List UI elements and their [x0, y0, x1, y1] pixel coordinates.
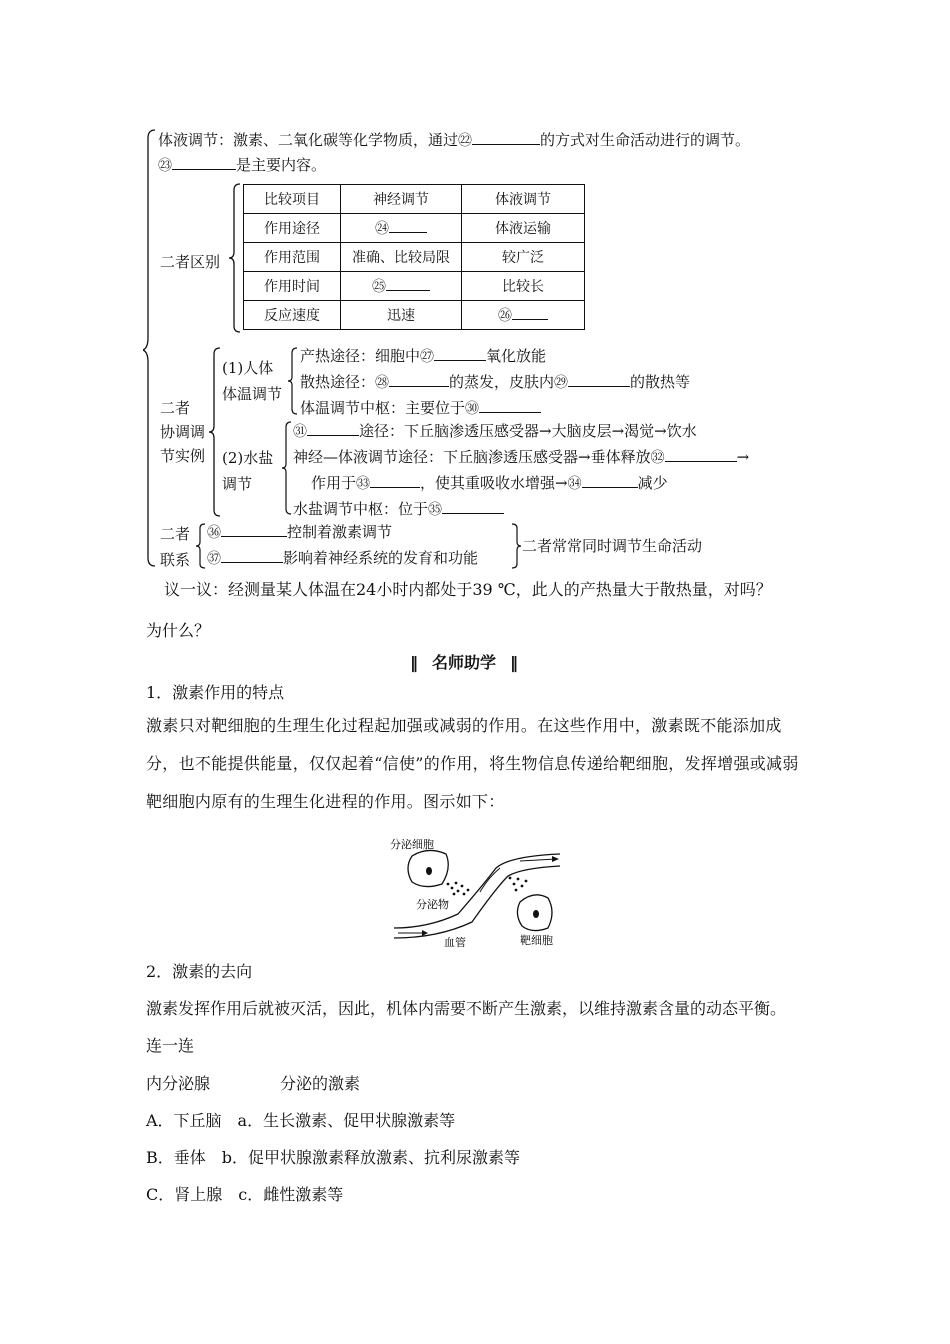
- fill-blank[interactable]: [582, 473, 638, 488]
- match-item: B．垂体 b．促甲状腺激素释放激素、抗利尿激素等: [146, 1148, 521, 1167]
- difference-label: 二者区别: [160, 253, 221, 271]
- table-cell: 较广泛: [462, 243, 585, 272]
- temp-text: 氧化放能: [486, 347, 547, 365]
- blank-number: ㉚: [465, 401, 480, 417]
- fill-blank[interactable]: [386, 276, 430, 291]
- secretion-label: 分泌物: [416, 898, 449, 911]
- link-label: [160, 521, 190, 573]
- temp-line3: [300, 397, 541, 418]
- table-row: [244, 185, 585, 214]
- difference-brace: [228, 182, 242, 334]
- discussion-line1: 议一议：经测量某人体温在24小时内都处于39 ℃，此人的产热量大于散热量，对吗？: [164, 580, 772, 599]
- humoral-line2: [158, 154, 326, 175]
- link-brace-right: [510, 522, 522, 570]
- link-label-line: 联系: [160, 551, 191, 569]
- table-cell: 迅速: [341, 301, 462, 330]
- coordination-label: [160, 396, 205, 468]
- blank-number: ㉖: [498, 308, 512, 324]
- blank-number: ㉘: [375, 375, 390, 391]
- salt-label: [222, 445, 273, 497]
- table-cell: 准确、比较局限: [341, 243, 462, 272]
- coordination-brace: [208, 346, 222, 518]
- comparison-table: [243, 184, 585, 330]
- table-row: [244, 214, 585, 243]
- fill-blank[interactable]: [370, 473, 420, 488]
- blank-number: ㉛: [293, 424, 307, 440]
- salt-text: 作用于: [311, 474, 357, 492]
- table-cell: 作用时间: [244, 272, 341, 301]
- point1-body: 激素只对靶细胞的生理生化过程起加强或减弱的作用。在这些作用中，激素既不能添加成分，也不能提供能量，仅仅起着“信使”的作用，将生物信息传递给靶细胞，发挥增强或减弱靶细胞内原有的生理生化进程的作用。图示如下：: [146, 716, 799, 811]
- match-col1: 内分泌腺: [146, 1074, 211, 1093]
- section-header-text: 名师助学: [432, 653, 497, 672]
- blank-number: ㊲: [207, 551, 221, 567]
- table-cell: 体液调节: [462, 185, 585, 214]
- table-cell: 作用范围: [244, 243, 341, 272]
- temp-label-line: 体温调节: [222, 385, 283, 403]
- temp-brace: [287, 346, 299, 416]
- humoral-text-b: 的方式对生命活动进行的调节。: [540, 131, 751, 149]
- temp-text: 的散热等: [630, 373, 691, 391]
- secreting-cell-label: 分泌细胞: [390, 838, 434, 851]
- link-text: 影响着神经系统的发育和功能: [283, 549, 479, 567]
- section-header: [410, 650, 518, 673]
- fill-blank[interactable]: [568, 372, 630, 387]
- table-cell: 作用途径: [244, 214, 341, 243]
- salt-line1: [293, 420, 697, 441]
- bar-icon: ‖: [410, 653, 418, 672]
- blank-number: ㉓: [158, 158, 172, 174]
- salt-line2: [293, 446, 749, 467]
- fill-blank[interactable]: [472, 130, 540, 145]
- humoral-line1: [158, 129, 750, 150]
- temp-text: 体温调节中枢：主要位于: [300, 399, 466, 417]
- table-cell: 体液运输: [462, 214, 585, 243]
- salt-text: 水盐调节中枢：位于: [293, 500, 429, 518]
- table-cell: 比较长: [462, 272, 585, 301]
- discussion-line2: 为什么？: [146, 621, 211, 640]
- salt-label-line: 调节: [222, 475, 253, 493]
- blank-number: ㉜: [650, 450, 665, 466]
- temp-label-line: (1)人体: [222, 359, 274, 377]
- fill-blank[interactable]: [172, 155, 236, 170]
- fill-blank[interactable]: [221, 548, 283, 563]
- blank-number: ㉟: [428, 502, 443, 518]
- match-title: 连一连: [146, 1036, 195, 1055]
- table-row: [244, 243, 585, 272]
- link-line1: [207, 521, 392, 542]
- salt-line3: [311, 472, 668, 493]
- salt-text: ，使其重吸收水增强→: [420, 474, 568, 492]
- humoral-text-a: 体液调节：激素、二氧化碳等化学物质，通过: [158, 131, 459, 149]
- fill-blank[interactable]: [389, 372, 449, 387]
- fill-blank[interactable]: [307, 421, 359, 436]
- main-brace: [143, 128, 157, 568]
- fill-blank[interactable]: [434, 346, 486, 361]
- blank-number: ㉞: [567, 476, 582, 492]
- blank-number: ㊱: [207, 525, 221, 541]
- temp-line1: [300, 345, 546, 366]
- table-cell: 比较项目: [244, 185, 341, 214]
- fill-blank[interactable]: [389, 218, 427, 233]
- fill-blank[interactable]: [442, 499, 504, 514]
- match-col2: 分泌的激素: [280, 1074, 361, 1093]
- blank-number: ㉗: [420, 349, 435, 365]
- salt-text: 减少: [637, 474, 668, 492]
- point2-title: 2．激素的去向: [146, 962, 253, 981]
- salt-text: 神经—体液调节途径：下丘脑渗透压感受器→垂体释放: [293, 448, 651, 466]
- target-cell-label: 靶细胞: [520, 934, 553, 947]
- fill-blank[interactable]: [665, 447, 737, 462]
- link-text: 控制着激素调节: [287, 523, 393, 541]
- temp-text: 产热途径：细胞中: [300, 347, 421, 365]
- blank-number: ㉒: [458, 133, 473, 149]
- match-item: C．肾上腺 c．雌性激素等: [146, 1185, 344, 1204]
- table-cell: 神经调节: [341, 185, 462, 214]
- salt-text: 途径：下丘脑渗透压感受器→大脑皮层→渴觉→饮水: [359, 422, 697, 440]
- match-item: A．下丘脑 a．生长激素、促甲状腺激素等: [146, 1111, 456, 1130]
- temp-line2: [300, 371, 690, 392]
- temp-label: [222, 355, 282, 407]
- coordination-label-line: 协调调: [160, 423, 206, 441]
- point2-body: 激素发挥作用后就被灭活，因此，机体内需要不断产生激素，以维持激素含量的动态平衡。: [146, 999, 787, 1018]
- table-row: [244, 301, 585, 330]
- blank-number: ㉙: [554, 375, 569, 391]
- fill-blank[interactable]: [479, 398, 541, 413]
- salt-label-line: (2)水盐: [222, 449, 274, 467]
- salt-brace: [281, 420, 293, 516]
- temp-text: 的蒸发，皮肤内: [449, 373, 555, 391]
- humoral-text-c: 是主要内容。: [236, 156, 327, 174]
- table-cell: 反应速度: [244, 301, 341, 330]
- hormone-figure: [388, 834, 568, 950]
- arrow-icon: →: [736, 448, 750, 466]
- fill-blank[interactable]: [512, 305, 548, 320]
- link-conclusion: 二者常常同时调节生命活动: [522, 537, 703, 555]
- table-cell[interactable]: [462, 301, 585, 330]
- blank-number: ㉕: [372, 279, 386, 295]
- point1-title: 1．激素作用的特点: [146, 683, 285, 702]
- link-line2: [207, 547, 478, 568]
- table-cell[interactable]: [341, 214, 462, 243]
- link-label-line: 二者: [160, 525, 191, 543]
- salt-line4: [293, 498, 504, 519]
- table-cell[interactable]: [341, 272, 462, 301]
- fill-blank[interactable]: [221, 522, 287, 537]
- blood-vessel-label: 血管: [444, 936, 466, 949]
- coordination-label-line: 二者: [160, 399, 191, 417]
- blank-number: ㉔: [375, 221, 389, 237]
- coordination-label-line: 节实例: [160, 447, 206, 465]
- blank-number: ㉝: [356, 476, 371, 492]
- link-brace-left: [195, 522, 207, 570]
- bar-icon: ‖: [510, 653, 519, 672]
- table-row: [244, 272, 585, 301]
- temp-text: 散热途径：: [300, 373, 376, 391]
